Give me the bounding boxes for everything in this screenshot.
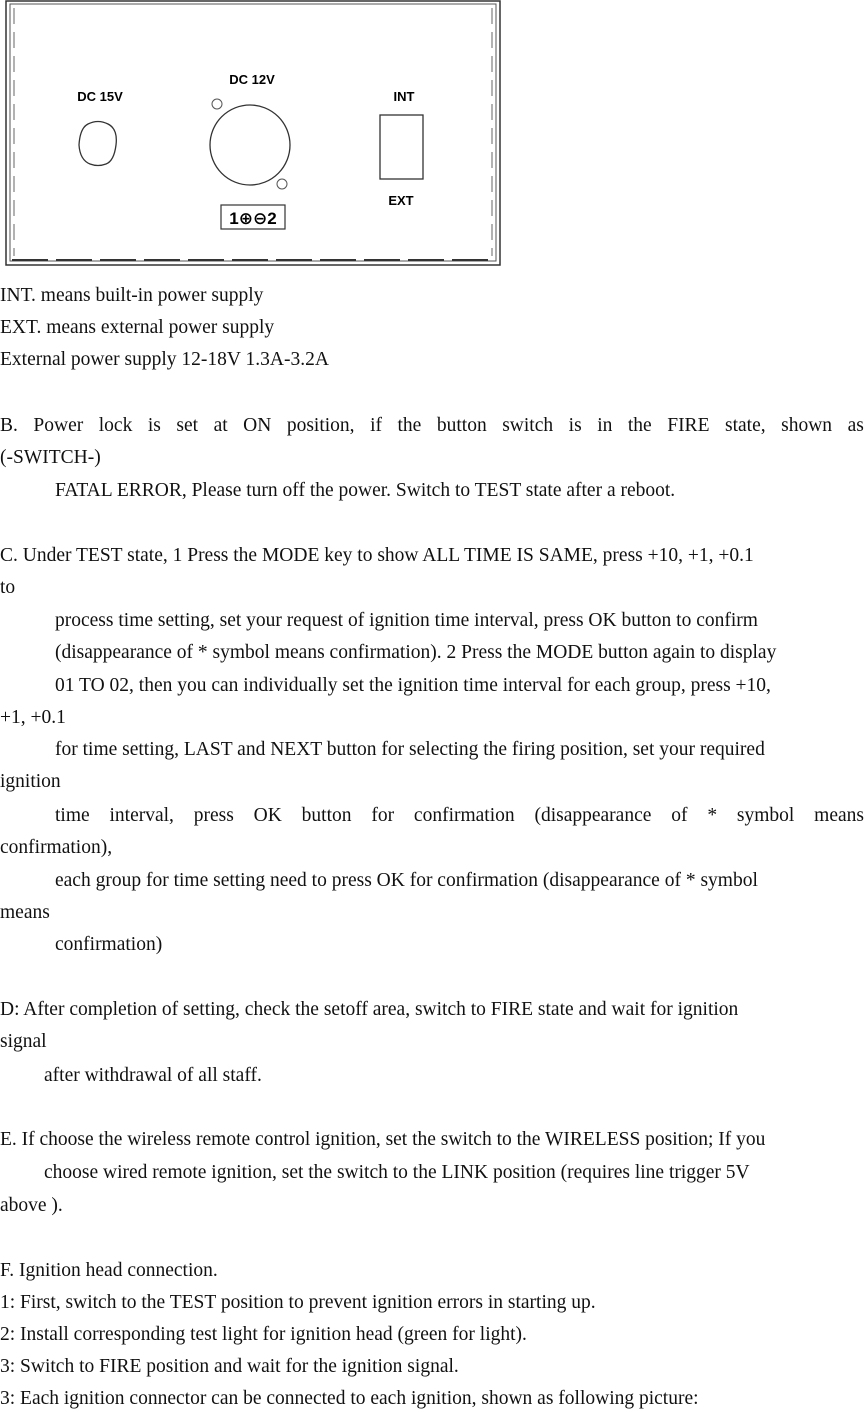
section-c-line5: 01 TO 02, then you can individually set the ignition time interval for each group, press +10, [55,675,771,696]
section-b-line3: FATAL ERROR, Please turn off the power. Switch to TEST state after a reboot. [55,480,676,501]
section-d-line2: signal [0,1031,47,1052]
section-e-line2: choose wired remote ignition, set the switch to the LINK position (requires line trigger 5V [44,1162,750,1183]
ext-label: EXT [388,193,414,208]
section-c-line3: process time setting, set your request of ignition time interval, press OK button to confirm [55,610,758,631]
legend-int: INT. means built-in power supply [0,285,264,306]
dc12-screw-bottom-icon [277,179,287,189]
int-ext-switch-icon [380,115,423,179]
section-f-step4: 3: Each ignition connector can be connected to each ignition, shown as following picture: [0,1388,699,1409]
legend-ext: EXT. means external power supply [0,317,275,338]
section-c-line8: ignition [0,771,61,792]
section-f-step3: 3: Switch to FIRE position and wait for the ignition signal. [0,1356,459,1377]
section-e-line1: E. If choose the wireless remote control ignition, set the switch to the WIRELESS position; If you [0,1129,766,1150]
section-f-step1: 1: First, switch to the TEST position to prevent ignition errors in starting up. [0,1292,596,1313]
legend-supply: External power supply 12-18V 1.3A-3.2A [0,349,329,370]
section-c-line2: to [0,577,16,598]
section-e-line3: above ). [0,1195,63,1216]
section-c-line1: C. Under TEST state, 1 Press the MODE key to show ALL TIME IS SAME, press +10, +1, +0.1 [0,545,754,566]
dc12-label: DC 12V [229,72,275,87]
panel-diagram [0,0,502,270]
section-c-line6: +1, +0.1 [0,707,66,728]
section-c-line4: (disappearance of * symbol means confirmation). 2 Press the MODE button again to display [55,642,777,663]
section-c-line9: time interval, press OK button for confirmation (disappearance of * symbol means [55,805,864,826]
section-c-line11: each group for time setting need to press OK for confirmation (disappearance of * symbol [55,870,758,891]
section-c-line7: for time setting, LAST and NEXT button for selecting the firing position, set your required [55,739,765,760]
section-d-line1: D: After completion of setting, check the setoff area, switch to FIRE state and wait for ignition [0,999,739,1020]
dc15-label: DC 15V [77,89,123,104]
dc15-jack-icon [79,122,116,166]
section-b-line2: (-SWITCH-) [0,447,101,468]
dc12-screw-top-icon [212,99,222,109]
section-c-line10: confirmation), [0,837,113,858]
section-b-line1: B. Power lock is set at ON position, if the button switch is in the FIRE state, shown as [0,415,864,436]
section-f-title: F. Ignition head connection. [0,1260,218,1281]
dc12-connector-icon [210,105,290,185]
section-c-line12: means [0,902,50,923]
section-c-line13: confirmation) [55,934,163,955]
terminal-label: 1⊕⊖2 [229,209,277,228]
section-d-line3: after withdrawal of all staff. [44,1065,262,1086]
section-f-step2: 2: Install corresponding test light for ignition head (green for light). [0,1324,527,1345]
int-label: INT [393,89,415,104]
